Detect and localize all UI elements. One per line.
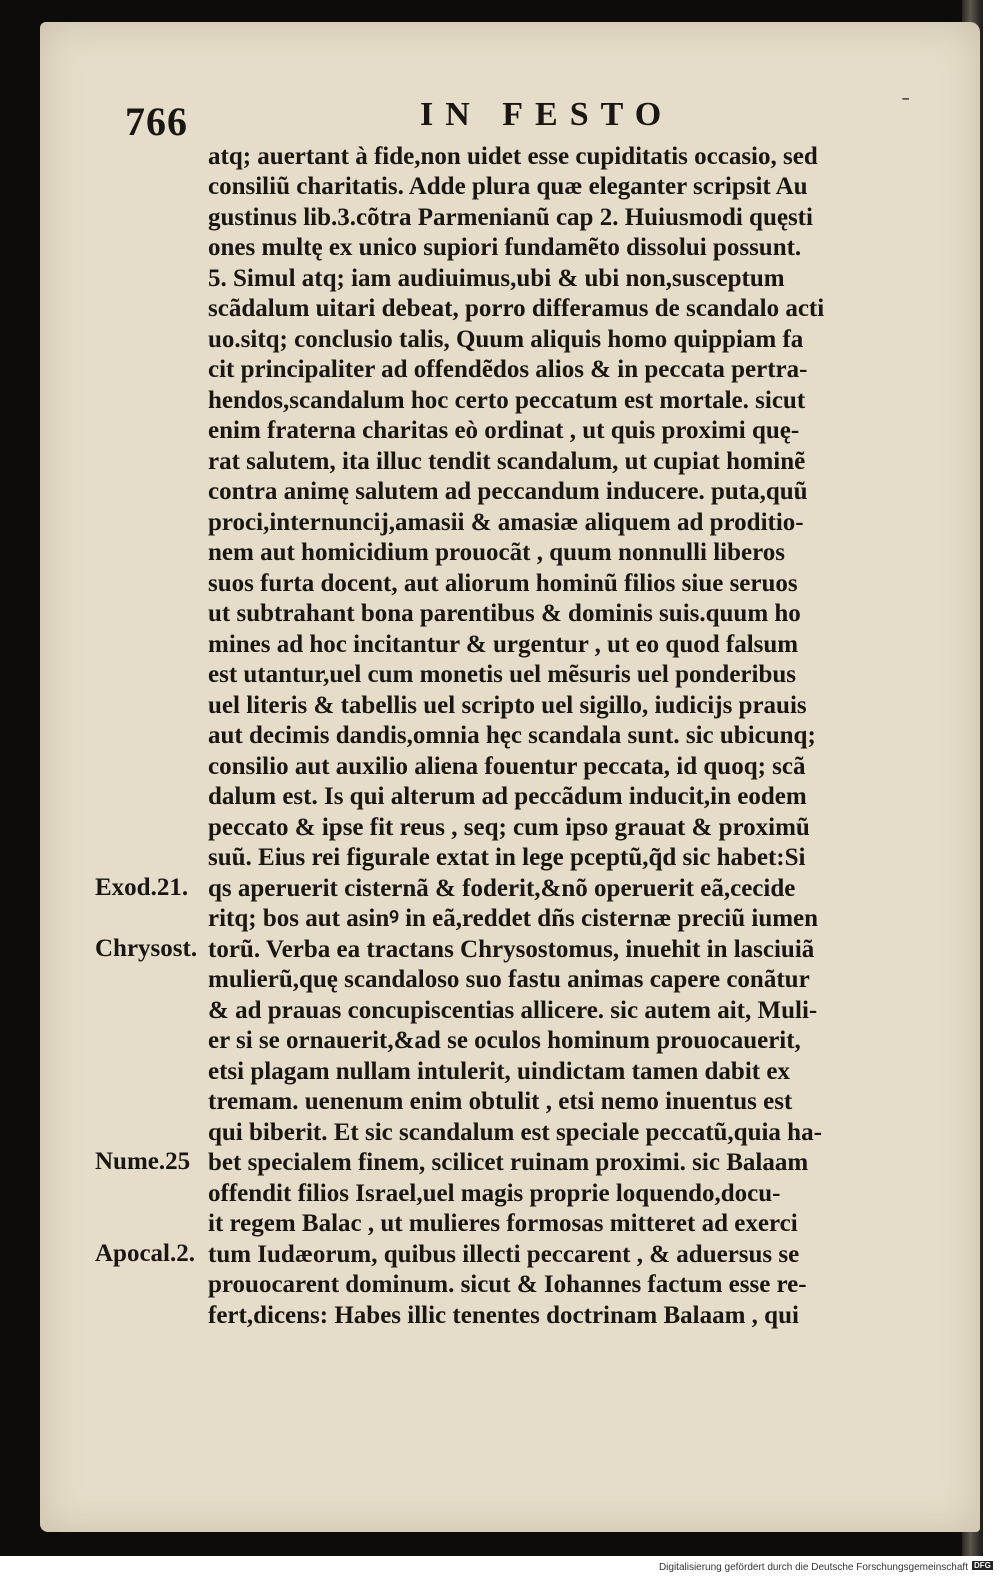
text-line: atq; auertant à fide,non uidet esse cupiditatis occasio, sed bbox=[208, 143, 818, 170]
margin-note-apocalypse: Apocal.2. bbox=[95, 1240, 195, 1267]
text-line: scãdalum uitari debeat, porro differamus de scandalo acti bbox=[208, 295, 825, 322]
text-line: suũ. Eius rei figurale extat in lege pceptũ,q̃d sic habet:Si bbox=[208, 844, 806, 871]
text-line: suos furta docent, aut aliorum hominũ filios siue seruos bbox=[208, 570, 798, 597]
text-line: 5. Simul atq; iam audiuimus,ubi & ubi non,susceptum bbox=[208, 265, 785, 292]
text-line: uo.sitq; conclusio talis, Quum aliquis homo quippiam fa bbox=[208, 326, 804, 353]
text-line: gustinus lib.3.cõtra Parmenianũ cap 2. Huiusmodi quęsti bbox=[208, 204, 813, 231]
text-line: it regem Balac , ut mulieres formosas mitteret ad exerci bbox=[208, 1210, 798, 1237]
text-line: ritq; bos aut asinꝰ in eã,reddet dñs cisternæ preciũ iumen bbox=[208, 905, 819, 932]
text-line: contra animę salutem ad peccandum inducere. puta,quũ bbox=[208, 478, 808, 505]
text-line: etsi plagam nullam intulerit, uindictam tamen dabit ex bbox=[208, 1058, 790, 1085]
text-line: consilio aut auxilio aliena fouentur peccata, id quoq; scã bbox=[208, 753, 806, 780]
text-line: offendit filios Israel,uel magis proprie loquendo,docu- bbox=[208, 1180, 781, 1207]
text-line: proci,internuncij,amasii & amasiæ aliquem ad proditio- bbox=[208, 509, 804, 536]
page-number: 766 bbox=[125, 99, 188, 144]
text-line: est utantur,uel cum monetis uel mẽsuris uel ponderibus bbox=[208, 661, 797, 688]
corner-mark: ˉ bbox=[902, 92, 910, 117]
text-line: hendos,scandalum hoc certo peccatum est mortale. sicut bbox=[208, 387, 806, 414]
text-line: rat salutem, ita illuc tendit scandalum, ut cupiat hominẽ bbox=[208, 448, 806, 475]
text-line: mulierũ,quę scandaloso suo fastu animas capere conãtur bbox=[208, 966, 810, 993]
text-line: er si se ornauerit,&ad se oculos hominum prouocauerit, bbox=[208, 1027, 801, 1054]
text-line: torũ. Verba ea tractans Chrysostomus, inuehit in lasciuiã bbox=[208, 936, 815, 963]
text-line: uel literis & tabellis uel scripto uel sigillo, iudicijs prauis bbox=[208, 692, 807, 719]
margin-note-numbers: Nume.25 bbox=[95, 1148, 191, 1175]
text-line: qs aperuerit cisternã & foderit,&nõ operuerit eã,cecide bbox=[208, 875, 796, 902]
text-line: cit principaliter ad offendẽdos alios & in peccata pertra- bbox=[208, 356, 808, 383]
text-line: ones multę ex unico supiori fundamẽto dissolui possunt. bbox=[208, 234, 802, 261]
text-line: mines ad hoc incitantur & urgentur , ut eo quod falsum bbox=[208, 631, 799, 658]
text-line: enim fraterna charitas eò ordinat , ut quis proximi quę- bbox=[208, 417, 800, 444]
text-line: nem aut homicidium prouocãt , quum nonnulli liberos bbox=[208, 539, 785, 566]
running-head: IN FESTO bbox=[420, 96, 674, 133]
margin-note-exodus: Exod.21. bbox=[95, 874, 189, 901]
margin-note-chrysostom: Chrysost. bbox=[95, 935, 198, 962]
text-line: bet specialem finem, scilicet ruinam proximi. sic Balaam bbox=[208, 1149, 809, 1176]
text-line: fert,dicens: Habes illic tenentes doctrinam Balaam , qui bbox=[208, 1302, 799, 1329]
text-line: tremam. uenenum enim obtulit , etsi nemo inuentus est bbox=[208, 1088, 793, 1115]
text-line: tum Iudæorum, quibus illecti peccarent , & aduersus se bbox=[208, 1241, 800, 1268]
text-line: peccato & ipse fit reus , seq; cum ipso grauat & proximũ bbox=[208, 814, 810, 841]
text-line: dalum est. Is qui alterum ad peccãdum inducit,in eodem bbox=[208, 783, 807, 810]
text-line: prouocarent dominum. sicut & Iohannes factum esse re- bbox=[208, 1271, 807, 1298]
text-line: qui biberit. Et sic scandalum est speciale peccatũ,quia ha- bbox=[208, 1119, 822, 1146]
text-line: & ad prauas concupiscentias allicere. sic autem ait, Muli- bbox=[208, 997, 818, 1024]
text-line: ut subtrahant bona parentibus & dominis suis.quum ho bbox=[208, 600, 801, 627]
digitization-credit: Digitalisierung gefördert durch die Deutsche Forschungsgemeinschaft bbox=[658, 1562, 968, 1573]
text-line: consiliũ charitatis. Adde plura quæ eleganter scripsit Au bbox=[208, 173, 808, 200]
text-line: aut decimis dandis,omnia hęc scandala sunt. sic ubicunq; bbox=[208, 722, 816, 749]
dfg-logo: DFG bbox=[974, 1561, 991, 1570]
